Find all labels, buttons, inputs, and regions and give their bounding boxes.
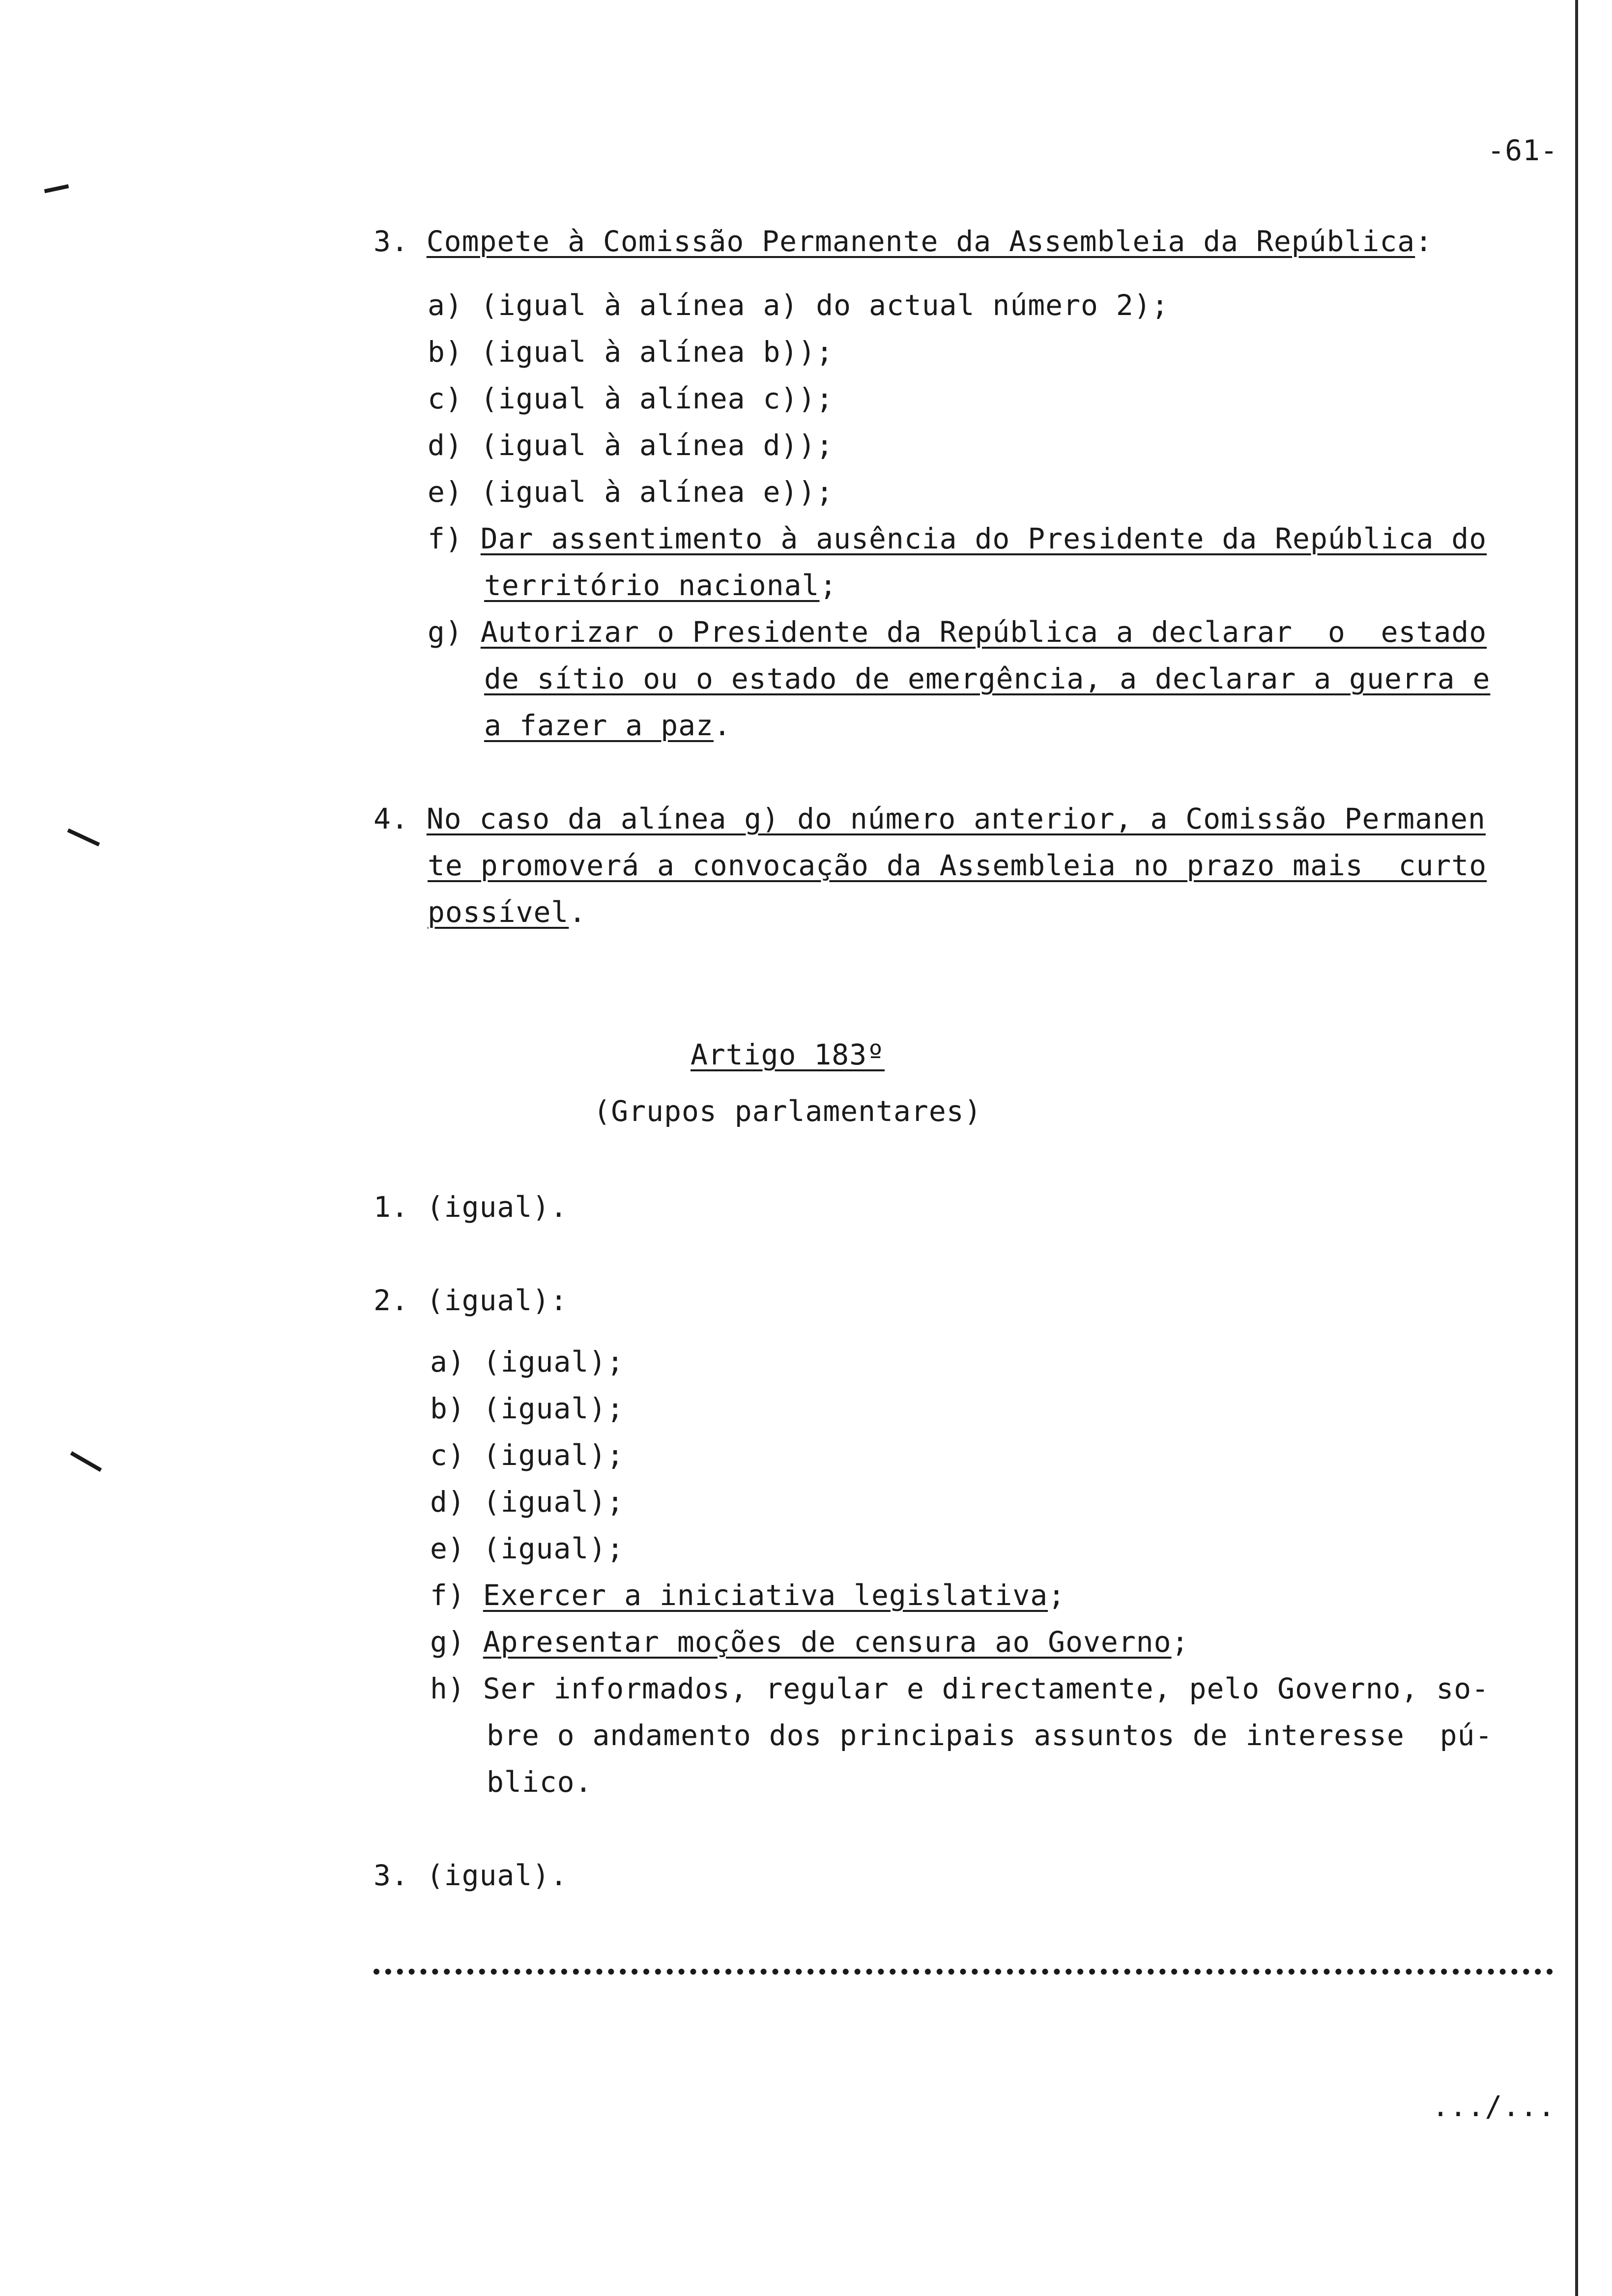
list-item xyxy=(430,1671,1489,1706)
item-continuation xyxy=(484,568,837,603)
article-title xyxy=(0,1037,1575,1072)
item-text: (igual à alínea c)); xyxy=(480,382,834,415)
list-item xyxy=(428,381,834,416)
list-item xyxy=(428,428,834,463)
paragraph-text: te promoverá a convocação da Assembleia no prazo mais curto xyxy=(428,849,1487,882)
list-item xyxy=(430,1531,624,1566)
item-text: território nacional xyxy=(484,569,820,602)
item-end: . xyxy=(713,709,731,742)
item-letter: f) xyxy=(430,1578,465,1612)
list-item xyxy=(430,1391,624,1426)
item-text: Autorizar o Presidente da República a declarar o estado xyxy=(480,615,1487,649)
item-text: (igual); xyxy=(483,1392,625,1425)
item-letter: d) xyxy=(430,1485,465,1519)
list-item xyxy=(428,334,834,370)
margin-mark xyxy=(70,1451,102,1472)
page-number: -61- xyxy=(1487,134,1558,167)
item-end: ; xyxy=(1171,1625,1189,1659)
section-title: Compete à Comissão Permanente da Assembleia da República xyxy=(426,225,1415,258)
dotted-separator xyxy=(374,1961,1553,1975)
paragraph-line xyxy=(428,894,586,930)
page-edge-rule xyxy=(1575,0,1578,2296)
paragraph-text: possível xyxy=(428,895,569,929)
list-item xyxy=(430,1344,624,1379)
item-text: (igual à alínea e)); xyxy=(480,475,834,509)
item-letter: h) xyxy=(430,1672,465,1705)
item-text: (igual); xyxy=(483,1438,625,1472)
item-letter: d) xyxy=(428,429,463,462)
list-item xyxy=(430,1624,1189,1660)
item-text: (igual); xyxy=(483,1485,625,1519)
article-title-text: Artigo 183º xyxy=(690,1038,885,1071)
item-continuation: bre o andamento dos principais assuntos de interesse pú- xyxy=(487,1719,1493,1752)
item-text: (igual); xyxy=(483,1345,625,1378)
item-text: Apresentar moções de censura ao Governo xyxy=(483,1625,1172,1659)
item-text: (igual à alínea b)); xyxy=(480,335,834,369)
item-letter: b) xyxy=(430,1392,465,1425)
article-subtitle: (Grupos parlamentares) xyxy=(593,1094,982,1128)
list-item xyxy=(428,287,1169,323)
item-text: Exercer a iniciativa legislativa xyxy=(483,1578,1048,1612)
section-number: 3. xyxy=(374,225,409,258)
list-item xyxy=(428,614,1487,650)
item-text: a fazer a paz xyxy=(484,709,714,742)
item-letter: g) xyxy=(428,615,463,649)
article-paragraph-3: 3. (igual). xyxy=(374,1859,568,1892)
item-text: (igual); xyxy=(483,1532,625,1565)
list-item xyxy=(430,1437,624,1473)
item-text: Ser informados, regular e directamente, pelo Governo, so- xyxy=(483,1672,1490,1705)
item-text: Dar assentimento à ausência do Presidente da República do xyxy=(480,522,1487,555)
item-letter: a) xyxy=(430,1345,465,1378)
item-letter: f) xyxy=(428,522,463,555)
section-4-paragraph xyxy=(374,801,1486,836)
list-item xyxy=(428,521,1487,556)
item-continuation xyxy=(484,661,1490,696)
item-end: ; xyxy=(1048,1578,1066,1612)
item-letter: e) xyxy=(430,1532,465,1565)
section-number: 4. xyxy=(374,802,409,835)
list-item xyxy=(430,1484,624,1520)
margin-mark xyxy=(44,184,69,193)
item-letter: g) xyxy=(430,1625,465,1659)
list-item xyxy=(430,1578,1065,1613)
item-letter: e) xyxy=(428,475,463,509)
paragraph-line xyxy=(428,848,1487,883)
article-paragraph-2: 2. (igual): xyxy=(374,1284,568,1317)
paragraph-end: . xyxy=(569,895,587,929)
item-letter: c) xyxy=(430,1438,465,1472)
section-3-heading xyxy=(374,224,1433,259)
item-letter: b) xyxy=(428,335,463,369)
item-text: de sítio ou o estado de emergência, a declarar a guerra e xyxy=(484,662,1491,695)
item-continuation xyxy=(484,708,731,743)
paragraph-line: No caso da alínea g) do número anterior, a Comissão Permanen xyxy=(426,802,1486,835)
item-continuation: blico. xyxy=(487,1765,593,1799)
margin-mark xyxy=(67,829,100,847)
continuation-mark: .../... xyxy=(1432,2090,1555,2123)
item-end: ; xyxy=(819,569,837,602)
item-letter: c) xyxy=(428,382,463,415)
item-text: (igual à alínea a) do actual número 2); xyxy=(480,288,1169,322)
article-paragraph-1: 1. (igual). xyxy=(374,1190,568,1224)
item-letter: a) xyxy=(428,288,463,322)
item-text: (igual à alínea d)); xyxy=(480,429,834,462)
section-colon: : xyxy=(1415,225,1433,258)
list-item xyxy=(428,474,834,510)
